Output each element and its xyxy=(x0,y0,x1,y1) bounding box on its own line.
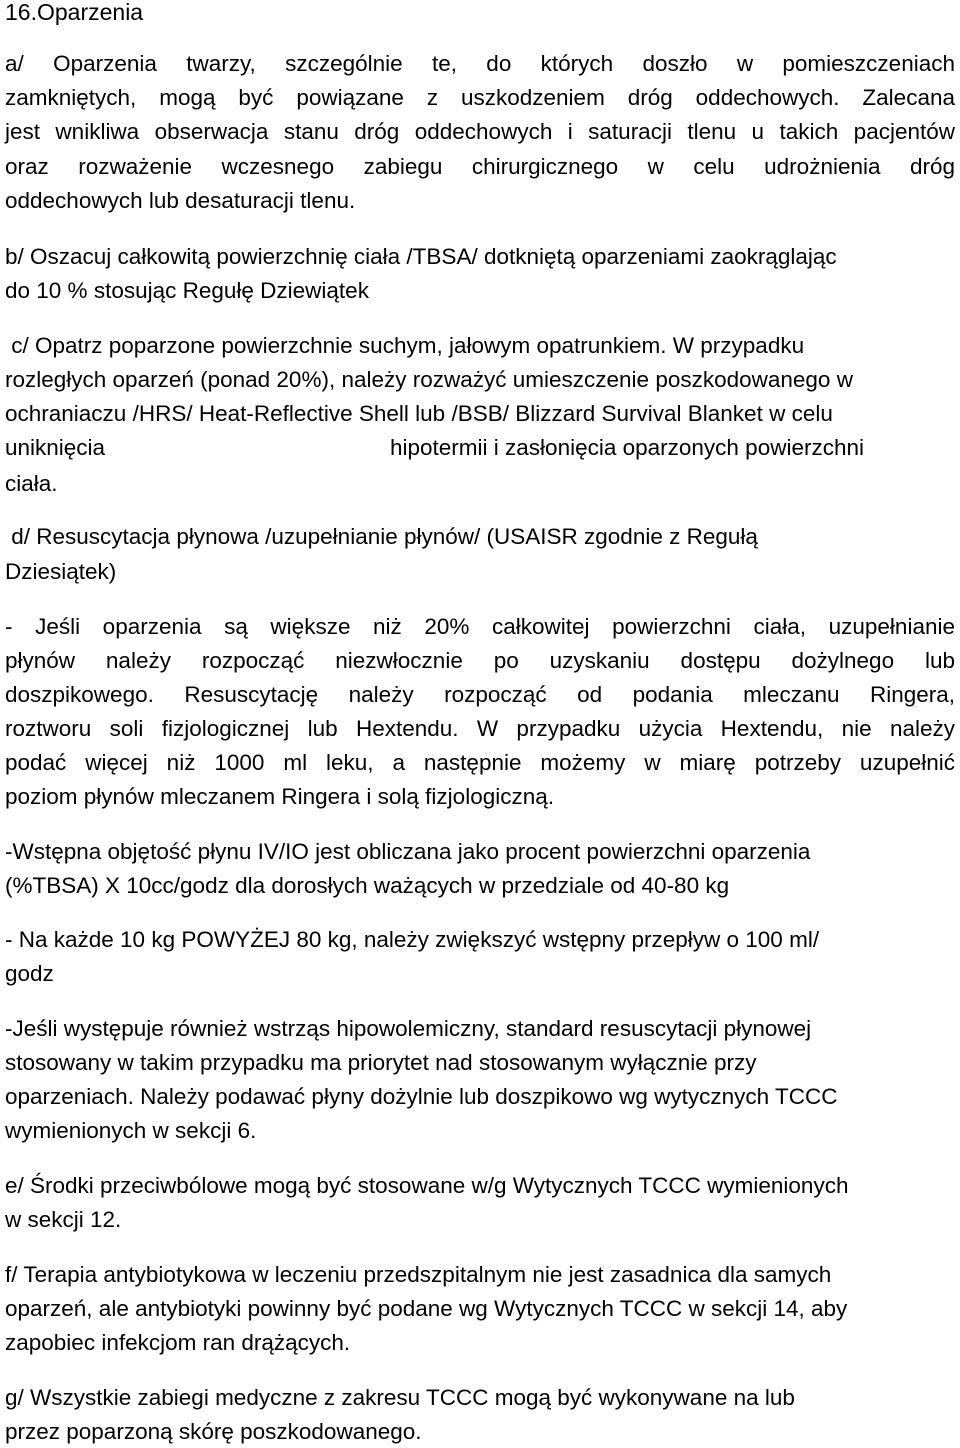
paragraph-line: zamkniętych, mogą być powiązane z uszkodzeniem dróg oddechowych. Zalecana xyxy=(5,85,955,110)
paragraph-line: e/ Środki przeciwbólowe mogą być stosowane w/g Wytycznych TCCC wymienionych xyxy=(5,1173,849,1198)
paragraph-line: doszpikowego. Resuscytację należy rozpocząć od podania mleczanu Ringera, xyxy=(5,682,955,707)
paragraph-line: oparzeniach. Należy podawać płyny dożylnie lub doszpikowo wg wytycznych TCCC xyxy=(5,1084,838,1109)
paragraph-line: przez poparzoną skórę poszkodowanego. xyxy=(5,1419,422,1444)
paragraph-line: oparzeń, ale antybiotyki powinny być podane wg Wytycznych TCCC w sekcji 14, aby xyxy=(5,1296,848,1321)
paragraph-line: roztworu soli fizjologicznej lub Hextendu. W przypadku użycia Hextendu, nie należy xyxy=(5,716,955,741)
paragraph-line: ciała. xyxy=(5,471,58,496)
paragraph-line: b/ Oszacuj całkowitą powierzchnię ciała /TBSA/ dotkniętą oparzeniami zaokrąglając xyxy=(5,244,837,269)
paragraph-line: hipotermii i zasłonięcia oparzonych powierzchni xyxy=(390,435,864,460)
paragraph-line: ochraniaczu /HRS/ Heat-Reflective Shell lub /BSB/ Blizzard Survival Blanket w celu xyxy=(5,401,833,426)
paragraph-line: stosowany w takim przypadku ma priorytet nad stosowanym wyłącznie przy xyxy=(5,1050,757,1075)
paragraph-line: godz xyxy=(5,961,54,986)
paragraph-line: oraz rozważenie wczesnego zabiegu chirurgicznego w celu udrożnienia dróg xyxy=(5,154,955,179)
paragraph-line: podać więcej niż 1000 ml leku, a następnie możemy w miarę potrzeby uzupełnić xyxy=(5,750,955,775)
paragraph-line: a/ Oparzenia twarzy, szczególnie te, do których doszło w pomieszczeniach xyxy=(5,51,955,76)
paragraph-line: rozległych oparzeń (ponad 20%), należy rozważyć umieszczenie poszkodowanego w xyxy=(5,367,853,392)
paragraph-line: jest wnikliwa obserwacja stanu dróg oddechowych i saturacji tlenu u takich pacjentów xyxy=(5,119,955,144)
paragraph-line: poziom płynów mleczanem Ringera i solą fizjologiczną. xyxy=(5,784,554,809)
paragraph-line: oddechowych lub desaturacji tlenu. xyxy=(5,188,356,213)
paragraph-line: - Na każde 10 kg POWYŻEJ 80 kg, należy zwiększyć wstępny przepływ o 100 ml/ xyxy=(5,927,820,952)
paragraph-line: zapobiec infekcjom ran drążących. xyxy=(5,1330,351,1355)
paragraph-line: płynów należy rozpocząć niezwłocznie po uzyskaniu dostępu dożylnego lub xyxy=(5,648,955,673)
paragraph-line: w sekcji 12. xyxy=(5,1207,122,1232)
paragraph-line: d/ Resuscytacja płynowa /uzupełnianie płynów/ (USAISR zgodnie z Regułą xyxy=(5,524,758,549)
paragraph-line: f/ Terapia antybiotykowa w leczeniu przedszpitalnym nie jest zasadnica dla samych xyxy=(5,1262,832,1287)
paragraph-line: g/ Wszystkie zabiegi medyczne z zakresu TCCC mogą być wykonywane na lub xyxy=(5,1385,795,1410)
section-title: 16.Oparzenia xyxy=(5,0,144,25)
paragraph-line: wymienionych w sekcji 6. xyxy=(5,1118,257,1143)
paragraph-line: -Wstępna objętość płynu IV/IO jest obliczana jako procent powierzchni oparzenia xyxy=(5,839,811,864)
paragraph-line: c/ Opatrz poparzone powierzchnie suchym, jałowym opatrunkiem. W przypadku xyxy=(5,333,805,358)
paragraph-line: -Jeśli występuje również wstrząs hipowolemiczny, standard resuscytacji płynowej xyxy=(5,1016,812,1041)
paragraph-line: Dziesiątek) xyxy=(5,559,117,584)
paragraph-line: - Jeśli oparzenia są większe niż 20% całkowitej powierzchni ciała, uzupełnianie xyxy=(5,614,955,639)
paragraph-line: (%TBSA) X 10cc/godz dla dorosłych ważących w przedziale od 40-80 kg xyxy=(5,873,730,898)
paragraph-line: uniknięcia xyxy=(5,435,106,460)
paragraph-line: do 10 % stosując Regułę Dziewiątek xyxy=(5,278,369,303)
